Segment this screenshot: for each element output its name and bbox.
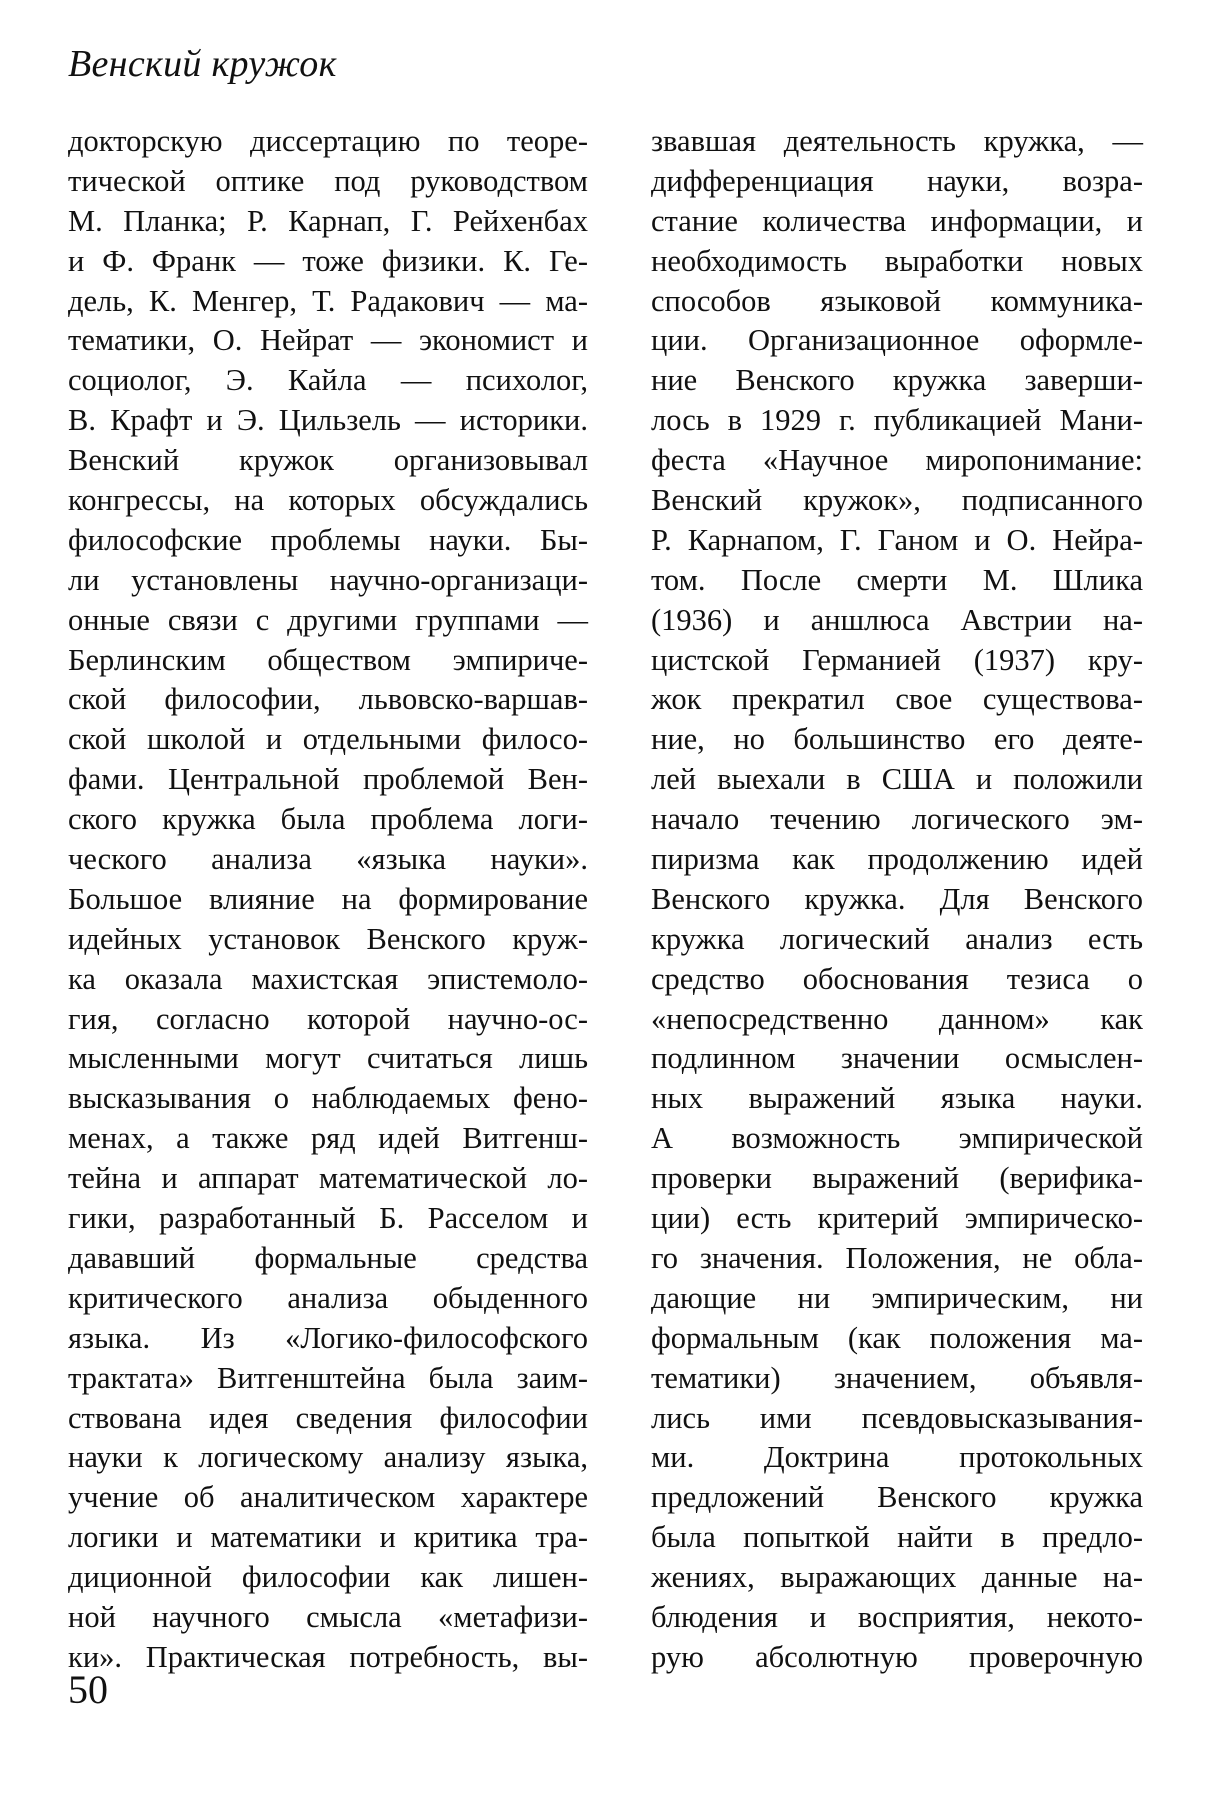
text-line: высказывания о наблюдаемых фено-: [68, 1081, 588, 1116]
text-line: лись ими псевдовысказывания-: [651, 1400, 1143, 1435]
text-line: трактата» Витгенштейна была заим-: [68, 1360, 588, 1395]
text-line: начало течению логического эм-: [651, 802, 1143, 837]
text-line: ми. Доктрина протокольных: [651, 1440, 1143, 1475]
page-number: 50: [68, 1667, 108, 1712]
text-line: тейна и аппарат математической ло-: [68, 1161, 588, 1196]
text-line: дифференциация науки, возра-: [651, 163, 1143, 198]
text-line: мысленными могут считаться лишь: [68, 1041, 588, 1076]
text-line: блюдения и восприятия, некото-: [651, 1599, 1143, 1634]
running-title: Венский кружок: [68, 43, 337, 85]
text-column-left: [68, 122, 588, 1678]
text-line: ческого анализа «языка науки».: [68, 842, 588, 877]
text-line: ной научного смысла «метафизи-: [68, 1599, 588, 1634]
text-line: лей выехали в США и положили: [651, 762, 1143, 797]
text-line: науки к логическому анализу языка,: [68, 1440, 588, 1475]
text-line: способов языковой коммуника-: [651, 283, 1143, 318]
text-line: го значения. Положения, не обла-: [651, 1240, 1143, 1275]
text-line: предложений Венского кружка: [651, 1480, 1143, 1515]
text-line: ных выражений языка науки.: [651, 1081, 1143, 1116]
text-line: лось в 1929 г. публикацией Мани-: [651, 403, 1143, 438]
text-line: ской философии, львовско-варшав-: [68, 682, 588, 717]
text-line: ние Венского кружка заверши-: [651, 363, 1143, 398]
text-line: критического анализа обыденного: [68, 1280, 588, 1315]
text-line: тематики) значением, объявля-: [651, 1360, 1143, 1395]
text-line: языка. Из «Логико-философского: [68, 1320, 588, 1355]
text-line: менах, а также ряд идей Витгенш-: [68, 1121, 588, 1156]
text-line: философские проблемы науки. Бы-: [68, 522, 588, 557]
text-line: дель, К. Менгер, Т. Радакович — ма-: [68, 283, 588, 318]
text-line: докторскую диссертацию по теоре-: [68, 124, 588, 158]
text-line: ли установлены научно-организаци-: [68, 562, 588, 597]
text-line: жениях, выражающих данные на-: [651, 1560, 1143, 1595]
text-line: Р. Карнапом, Г. Ганом и О. Нейра-: [651, 522, 1143, 557]
text-line: тематики, О. Нейрат — экономист и: [68, 323, 588, 358]
text-line: жок прекратил свое существова-: [651, 682, 1143, 717]
text-line: ние, но большинство его деяте-: [651, 722, 1143, 757]
text-line: необходимость выработки новых: [651, 243, 1143, 278]
text-line: конгрессы, на которых обсуждались: [68, 483, 588, 518]
text-line: «непосредственно данном» как: [651, 1001, 1143, 1036]
text-line: подлинном значении осмыслен-: [651, 1041, 1143, 1076]
text-line: цистской Германией (1937) кру-: [651, 642, 1143, 677]
text-line: проверки выражений (верифика-: [651, 1161, 1143, 1196]
text-line: гики, разработанный Б. Расселом и: [68, 1201, 588, 1236]
text-line: социолог, Э. Кайла — психолог,: [68, 363, 588, 398]
text-line: Венского кружка. Для Венского: [651, 881, 1143, 916]
text-line: и Ф. Франк — тоже физики. К. Ге-: [68, 243, 588, 278]
text-line: пиризма как продолжению идей: [651, 842, 1143, 877]
text-line: Берлинским обществом эмпириче-: [68, 642, 588, 677]
text-line: Венский кружок», подписанного: [651, 483, 1143, 518]
text-line: ции. Организационное оформле-: [651, 323, 1143, 358]
text-line: фами. Центральной проблемой Вен-: [68, 762, 588, 797]
text-column-right: [651, 122, 1143, 1678]
text-line: Большое влияние на формирование: [68, 881, 588, 916]
text-line: феста «Научное миропонимание:: [651, 443, 1143, 478]
text-line: средство обоснования тезиса о: [651, 961, 1143, 996]
text-line: онные связи с другими группами —: [68, 602, 588, 637]
text-line: ского кружка была проблема логи-: [68, 802, 588, 837]
text-line: ции) есть критерий эмпирическо-: [651, 1201, 1143, 1236]
text-line: дающие ни эмпирическим, ни: [651, 1280, 1143, 1315]
text-line: тической оптике под руководством: [68, 163, 588, 198]
text-line: М. Планка; Р. Карнап, Г. Рейхенбах: [68, 203, 588, 238]
text-line: (1936) и аншлюса Австрии на-: [651, 602, 1143, 637]
text-line: логики и математики и критика тра-: [68, 1520, 588, 1555]
text-line: В. Крафт и Э. Цильзель — историки.: [68, 403, 588, 438]
text-line: кружка логический анализ есть: [651, 921, 1143, 956]
text-line: А возможность эмпирической: [651, 1121, 1143, 1156]
text-line: ки». Практическая потребность, вы-: [68, 1639, 588, 1674]
text-line: гия, согласно которой научно-ос-: [68, 1001, 588, 1036]
text-line: диционной философии как лишен-: [68, 1560, 588, 1595]
text-line: идейных установок Венского круж-: [68, 921, 588, 956]
text-line: ка оказала махистская эпистемоло-: [68, 961, 588, 996]
text-line: дававший формальные средства: [68, 1240, 588, 1275]
text-line: ской школой и отдельными филосо-: [68, 722, 588, 757]
text-line: рую абсолютную проверочную: [651, 1639, 1143, 1674]
text-line: звавшая деятельность кружка, —: [651, 124, 1143, 158]
text-line: формальным (как положения ма-: [651, 1320, 1143, 1355]
text-line: том. После смерти М. Шлика: [651, 562, 1143, 597]
text-line: учение об аналитическом характере: [68, 1480, 588, 1515]
text-line: была попыткой найти в предло-: [651, 1520, 1143, 1555]
text-line: Венский кружок организовывал: [68, 443, 588, 478]
text-line: стание количества информации, и: [651, 203, 1143, 238]
text-line: ствована идея сведения философии: [68, 1400, 588, 1435]
